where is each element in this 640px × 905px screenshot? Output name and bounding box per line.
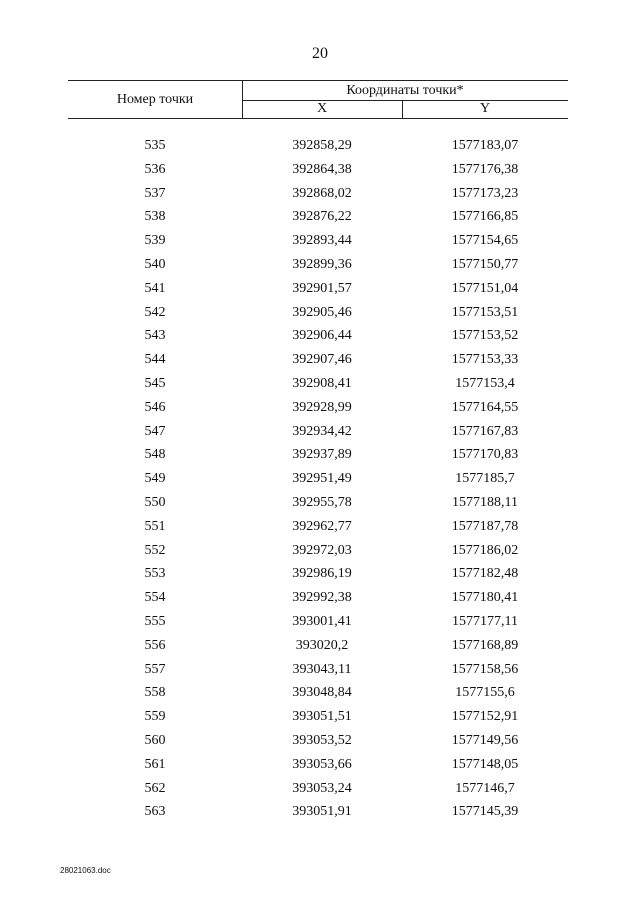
- point-number: 537: [144, 185, 166, 201]
- coordinate-x: 392858,29: [292, 138, 352, 153]
- coordinate-y: 1577154,65: [451, 233, 519, 249]
- page-number: 20: [312, 45, 328, 62]
- header-bottom-rule: [68, 118, 568, 119]
- coordinate-y: 1577153,4: [455, 375, 515, 391]
- coordinate-x: 392906,44: [292, 328, 352, 344]
- coordinate-y: 1577155,6: [455, 685, 515, 701]
- point-number: 548: [144, 447, 166, 463]
- point-number: 562: [144, 780, 166, 796]
- table-row: [68, 470, 568, 494]
- table-row: [68, 589, 568, 613]
- table-row: [68, 518, 568, 542]
- table-row: [68, 756, 568, 780]
- point-number: 542: [144, 304, 166, 320]
- table-row: [68, 494, 568, 518]
- table-row: [68, 161, 568, 185]
- coordinate-y: 1577148,05: [451, 756, 519, 772]
- coordinate-y: 1577168,89: [451, 637, 519, 653]
- coordinate-x: 392899,36: [292, 256, 352, 272]
- coordinate-y: 1577188,11: [452, 494, 518, 510]
- table-row: [68, 708, 568, 732]
- point-number: 553: [144, 566, 166, 582]
- coordinate-x: 393051,91: [292, 804, 352, 820]
- coordinate-x: 392905,46: [292, 304, 352, 320]
- point-number: 555: [144, 613, 166, 629]
- coordinate-x: 393053,52: [292, 732, 352, 748]
- table-row: [68, 256, 568, 280]
- coordinate-x: 392951,49: [292, 471, 352, 487]
- coordinate-x: 393051,51: [292, 709, 352, 725]
- table-row: [68, 399, 568, 423]
- table-row: [68, 351, 568, 375]
- coordinate-y: 1577183,07: [451, 138, 519, 153]
- column-header-x: X: [316, 101, 328, 116]
- column-header-y: Y: [479, 101, 491, 116]
- header-top-rule: [68, 80, 568, 81]
- point-number: 556: [144, 637, 166, 653]
- coordinate-x: 392962,77: [292, 518, 352, 534]
- table-row: [68, 423, 568, 447]
- coordinate-x: 392908,41: [292, 375, 352, 391]
- table-row: [68, 232, 568, 256]
- point-number: 546: [144, 399, 166, 415]
- point-number: 544: [144, 352, 166, 368]
- column-group-coordinates: Координаты точки*: [346, 83, 464, 98]
- point-number: 539: [144, 233, 166, 249]
- coordinate-y: 1577149,56: [451, 732, 519, 748]
- point-number: 545: [144, 375, 166, 391]
- coordinate-y: 1577177,11: [452, 613, 518, 629]
- coordinate-x: 393053,24: [292, 780, 352, 796]
- point-number: 541: [144, 280, 166, 296]
- coordinate-x: 392992,38: [292, 590, 352, 606]
- coordinate-y: 1577180,41: [451, 590, 519, 606]
- table-row: [68, 732, 568, 756]
- coordinate-x: 392907,46: [292, 352, 352, 368]
- point-number: 536: [144, 161, 166, 177]
- coordinate-x: 392934,42: [292, 423, 352, 439]
- coordinate-x: 393020,2: [295, 637, 349, 653]
- point-number: 559: [144, 709, 166, 725]
- table-row: [68, 208, 568, 232]
- coordinate-y: 1577158,56: [451, 661, 519, 677]
- point-number: 561: [144, 756, 166, 772]
- point-number: 550: [144, 494, 166, 510]
- coordinate-y: 1577182,48: [451, 566, 519, 582]
- table-row: [68, 304, 568, 328]
- coordinate-x: 392972,03: [292, 542, 352, 558]
- coordinate-y: 1577176,38: [451, 161, 519, 177]
- coordinate-y: 1577153,52: [451, 328, 519, 344]
- coordinate-x: 392986,19: [292, 566, 352, 582]
- coordinate-y: 1577153,51: [451, 304, 519, 320]
- table-row: [68, 280, 568, 304]
- table-row: [68, 542, 568, 566]
- coordinate-y: 1577166,85: [451, 209, 519, 225]
- coordinate-x: 392928,99: [292, 399, 352, 415]
- coordinate-x: 392868,02: [292, 185, 352, 201]
- point-number: 540: [144, 256, 166, 272]
- coordinate-y: 1577164,55: [451, 399, 519, 415]
- point-number: 535: [144, 138, 166, 153]
- table-header: [68, 80, 568, 120]
- column-header-number: Номер точки: [116, 92, 194, 107]
- coordinate-x: 392876,22: [292, 209, 352, 225]
- table-row: [68, 565, 568, 589]
- coordinate-y: 1577185,7: [455, 471, 515, 487]
- coordinate-x: 393048,84: [292, 685, 352, 701]
- document-filename: 28021063.doc: [60, 866, 111, 875]
- coordinate-y: 1577146,7: [455, 780, 515, 796]
- table-row: [68, 780, 568, 804]
- point-number: 560: [144, 732, 166, 748]
- coordinate-y: 1577153,33: [451, 352, 519, 368]
- table-row: [68, 637, 568, 661]
- coordinate-x: 393001,41: [292, 613, 352, 629]
- table-row: [68, 803, 568, 827]
- coordinate-x: 393053,66: [292, 756, 352, 772]
- table-row: [68, 446, 568, 470]
- table-row: [68, 327, 568, 351]
- coordinate-y: 1577187,78: [451, 518, 519, 534]
- table-row: [68, 137, 568, 161]
- coordinate-y: 1577152,91: [451, 709, 519, 725]
- coordinate-x: 392955,78: [292, 494, 352, 510]
- coordinate-x: 392893,44: [292, 233, 352, 249]
- coordinate-y: 1577170,83: [451, 447, 519, 463]
- point-number: 551: [144, 518, 166, 534]
- table-row: [68, 613, 568, 637]
- point-number: 558: [144, 685, 166, 701]
- point-number: 552: [144, 542, 166, 558]
- point-number: 543: [144, 328, 166, 344]
- coordinate-x: 392864,38: [292, 161, 352, 177]
- point-number: 549: [144, 471, 166, 487]
- point-number: 538: [144, 209, 166, 225]
- coordinate-x: 392901,57: [292, 280, 352, 296]
- table-row: [68, 375, 568, 399]
- coordinate-y: 1577151,04: [451, 280, 519, 296]
- point-number: 547: [144, 423, 166, 439]
- coordinate-x: 392937,89: [292, 447, 352, 463]
- coordinate-y: 1577186,02: [451, 542, 519, 558]
- coordinate-y: 1577145,39: [451, 804, 519, 820]
- table-row: [68, 661, 568, 685]
- point-number: 557: [144, 661, 166, 677]
- coordinate-y: 1577173,23: [451, 185, 519, 201]
- coordinate-x: 393043,11: [292, 661, 352, 677]
- coordinates-table-body: [68, 137, 568, 827]
- point-number: 563: [144, 804, 166, 820]
- point-number: 554: [144, 590, 166, 606]
- coordinate-y: 1577150,77: [451, 256, 519, 272]
- table-row: [68, 185, 568, 209]
- table-row: [68, 684, 568, 708]
- coordinate-y: 1577167,83: [451, 423, 519, 439]
